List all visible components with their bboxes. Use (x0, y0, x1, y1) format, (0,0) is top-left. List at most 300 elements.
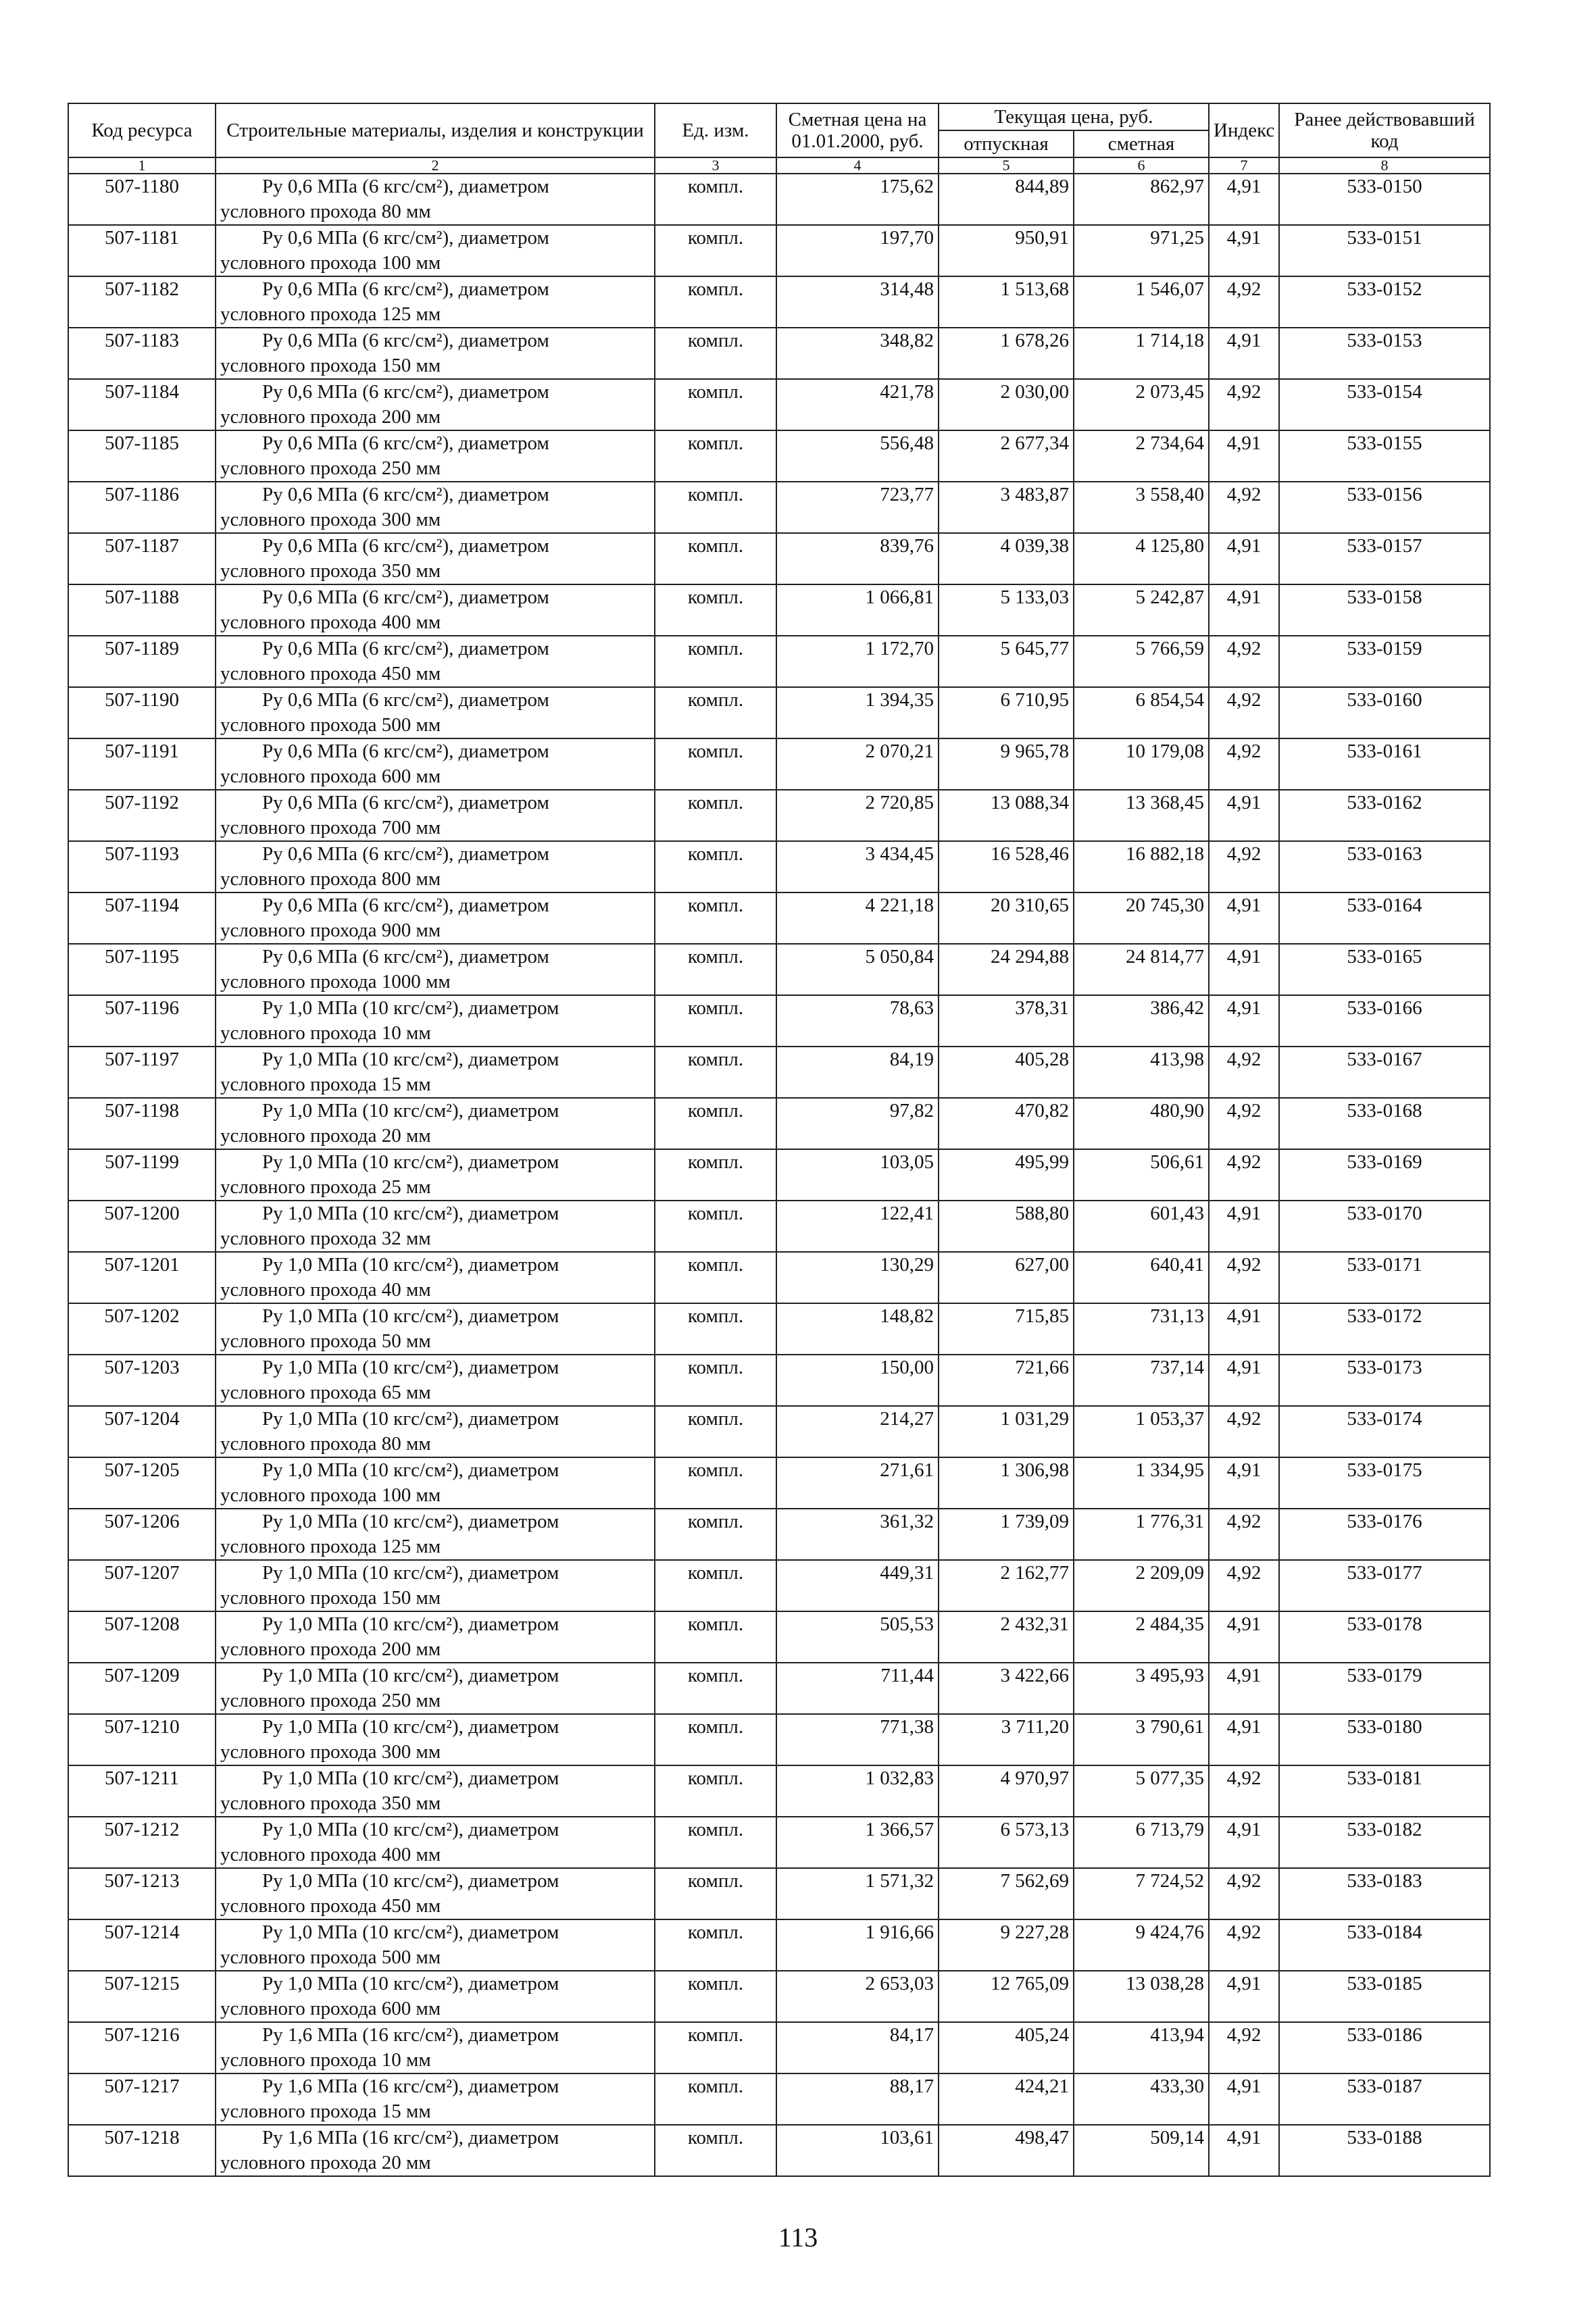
description-line-1: Ру 1,0 МПа (10 кгс/см²), диаметром (262, 1819, 559, 1840)
unit-of-measure: компл. (655, 1817, 776, 1868)
table-row (68, 1047, 1490, 1098)
header-code: Код ресурса (68, 103, 216, 157)
previous-code: 533-0156 (1279, 482, 1490, 533)
resource-code: 507-1186 (68, 482, 216, 533)
unit-of-measure: компл. (655, 1355, 776, 1406)
resource-code: 507-1211 (68, 1765, 216, 1817)
material-description (216, 1252, 655, 1303)
table-row (68, 276, 1490, 328)
release-price: 6 573,13 (939, 1817, 1074, 1868)
material-description (216, 1201, 655, 1252)
unit-of-measure: компл. (655, 379, 776, 430)
previous-code: 533-0155 (1279, 430, 1490, 482)
price-index: 4,91 (1209, 225, 1279, 276)
table-row (68, 738, 1490, 790)
unit-of-measure: компл. (655, 225, 776, 276)
material-description (216, 1149, 655, 1201)
unit-of-measure: компл. (655, 1406, 776, 1457)
previous-code: 533-0181 (1279, 1765, 1490, 1817)
estimate-price: 16 882,18 (1074, 841, 1209, 892)
material-description (216, 379, 655, 430)
table-row (68, 1355, 1490, 1406)
table-row (68, 1663, 1490, 1714)
base-price: 5 050,84 (776, 944, 939, 995)
material-description (216, 636, 655, 687)
material-description (216, 533, 655, 584)
table-row (68, 841, 1490, 892)
unit-of-measure: компл. (655, 790, 776, 841)
description-line-2: условного прохода 65 мм (220, 1382, 431, 1403)
header-unit: Ед. изм. (655, 103, 776, 157)
unit-of-measure: компл. (655, 1868, 776, 1919)
material-description (216, 482, 655, 533)
release-price: 2 432,31 (939, 1611, 1074, 1663)
description-line-2: условного прохода 15 мм (220, 2101, 431, 2122)
previous-code: 533-0163 (1279, 841, 1490, 892)
description-line-2: условного прохода 200 мм (220, 1638, 441, 1660)
table-row (68, 1457, 1490, 1509)
table-row (68, 2073, 1490, 2125)
price-index: 4,91 (1209, 790, 1279, 841)
base-price: 1 571,32 (776, 1868, 939, 1919)
price-index: 4,92 (1209, 1252, 1279, 1303)
description-line-1: Ру 1,0 МПа (10 кгс/см²), диаметром (262, 1921, 559, 1943)
previous-code: 533-0176 (1279, 1509, 1490, 1560)
material-description (216, 995, 655, 1047)
description-line-2: условного прохода 500 мм (220, 1946, 441, 1968)
previous-code: 533-0165 (1279, 944, 1490, 995)
price-index: 4,91 (1209, 1714, 1279, 1765)
estimate-price: 433,30 (1074, 2073, 1209, 2125)
description-line-1: Ру 0,6 МПа (6 кгс/см²), диаметром (262, 278, 549, 300)
unit-of-measure: компл. (655, 687, 776, 738)
description-line-2: условного прохода 10 мм (220, 1022, 431, 1044)
description-line-2: условного прохода 250 мм (220, 457, 441, 479)
estimate-price: 480,90 (1074, 1098, 1209, 1149)
material-description (216, 1611, 655, 1663)
description-line-1: Ру 1,0 МПа (10 кгс/см²), диаметром (262, 1613, 559, 1635)
description-line-2: условного прохода 80 мм (220, 201, 431, 222)
material-description (216, 2125, 655, 2176)
base-price: 1 916,66 (776, 1919, 939, 1971)
header-estimate-price: сметная (1074, 130, 1209, 157)
price-index: 4,92 (1209, 2022, 1279, 2073)
base-price: 2 720,85 (776, 790, 939, 841)
table-row (68, 687, 1490, 738)
table-row (68, 533, 1490, 584)
resource-code: 507-1183 (68, 328, 216, 379)
resource-code: 507-1208 (68, 1611, 216, 1663)
material-description (216, 892, 655, 944)
resource-code: 507-1190 (68, 687, 216, 738)
previous-code: 533-0185 (1279, 1971, 1490, 2022)
resource-code: 507-1206 (68, 1509, 216, 1560)
previous-code: 533-0158 (1279, 584, 1490, 636)
previous-code: 533-0188 (1279, 2125, 1490, 2176)
release-price: 16 528,46 (939, 841, 1074, 892)
description-line-1: Ру 0,6 МПа (6 кгс/см²), диаметром (262, 586, 549, 608)
resource-code: 507-1193 (68, 841, 216, 892)
estimate-price: 413,94 (1074, 2022, 1209, 2073)
previous-code: 533-0150 (1279, 174, 1490, 225)
price-index: 4,92 (1209, 1406, 1279, 1457)
release-price: 3 483,87 (939, 482, 1074, 533)
unit-of-measure: компл. (655, 1098, 776, 1149)
material-description (216, 276, 655, 328)
unit-of-measure: компл. (655, 482, 776, 533)
base-price: 4 221,18 (776, 892, 939, 944)
description-line-1: Ру 1,0 МПа (10 кгс/см²), диаметром (262, 997, 559, 1019)
resource-code: 507-1187 (68, 533, 216, 584)
base-price: 175,62 (776, 174, 939, 225)
resource-code: 507-1188 (68, 584, 216, 636)
release-price: 405,24 (939, 2022, 1074, 2073)
base-price: 771,38 (776, 1714, 939, 1765)
resource-code: 507-1196 (68, 995, 216, 1047)
resource-code: 507-1204 (68, 1406, 216, 1457)
base-price: 711,44 (776, 1663, 939, 1714)
previous-code: 533-0180 (1279, 1714, 1490, 1765)
previous-code: 533-0173 (1279, 1355, 1490, 1406)
table-row (68, 1252, 1490, 1303)
previous-code: 533-0184 (1279, 1919, 1490, 1971)
resource-code: 507-1199 (68, 1149, 216, 1201)
previous-code: 533-0154 (1279, 379, 1490, 430)
unit-of-measure: компл. (655, 892, 776, 944)
release-price: 715,85 (939, 1303, 1074, 1355)
unit-of-measure: компл. (655, 1201, 776, 1252)
release-price: 13 088,34 (939, 790, 1074, 841)
resource-code: 507-1203 (68, 1355, 216, 1406)
description-line-1: Ру 1,0 МПа (10 кгс/см²), диаметром (262, 1767, 559, 1789)
header-index: Индекс (1209, 103, 1279, 157)
base-price: 449,31 (776, 1560, 939, 1611)
table-row (68, 1149, 1490, 1201)
price-index: 4,91 (1209, 1355, 1279, 1406)
description-line-1: Ру 1,0 МПа (10 кгс/см²), диаметром (262, 1357, 559, 1378)
base-price: 3 434,45 (776, 841, 939, 892)
table-row (68, 1201, 1490, 1252)
table-header (68, 103, 1490, 174)
column-number: 8 (1279, 157, 1490, 174)
price-index: 4,92 (1209, 738, 1279, 790)
description-line-1: Ру 0,6 МПа (6 кгс/см²), диаметром (262, 740, 549, 762)
price-index: 4,92 (1209, 1560, 1279, 1611)
base-price: 78,63 (776, 995, 939, 1047)
price-index: 4,92 (1209, 1047, 1279, 1098)
description-line-1: Ру 1,0 МПа (10 кгс/см²), диаметром (262, 1305, 559, 1327)
price-index: 4,91 (1209, 944, 1279, 995)
resource-code: 507-1202 (68, 1303, 216, 1355)
description-line-1: Ру 0,6 МПа (6 кгс/см²), диаметром (262, 484, 549, 505)
material-description (216, 1663, 655, 1714)
resource-code: 507-1217 (68, 2073, 216, 2125)
description-line-2: условного прохода 600 мм (220, 765, 441, 787)
description-line-2: условного прохода 900 мм (220, 920, 441, 941)
estimate-price: 6 713,79 (1074, 1817, 1209, 1868)
column-number: 7 (1209, 157, 1279, 174)
price-index: 4,91 (1209, 1663, 1279, 1714)
estimate-price: 386,42 (1074, 995, 1209, 1047)
base-price: 556,48 (776, 430, 939, 482)
price-index: 4,92 (1209, 1098, 1279, 1149)
previous-code: 533-0152 (1279, 276, 1490, 328)
material-description (216, 1047, 655, 1098)
resource-code: 507-1201 (68, 1252, 216, 1303)
previous-code: 533-0157 (1279, 533, 1490, 584)
estimate-price: 10 179,08 (1074, 738, 1209, 790)
table-row (68, 1971, 1490, 2022)
description-line-1: Ру 0,6 МПа (6 кгс/см²), диаметром (262, 895, 549, 916)
estimate-price: 3 790,61 (1074, 1714, 1209, 1765)
release-price: 588,80 (939, 1201, 1074, 1252)
estimate-price: 737,14 (1074, 1355, 1209, 1406)
material-description (216, 790, 655, 841)
base-price: 88,17 (776, 2073, 939, 2125)
table-row (68, 328, 1490, 379)
release-price: 9 227,28 (939, 1919, 1074, 1971)
price-index: 4,91 (1209, 1201, 1279, 1252)
price-index: 4,92 (1209, 1149, 1279, 1201)
table-row (68, 2022, 1490, 2073)
release-price: 7 562,69 (939, 1868, 1074, 1919)
release-price: 950,91 (939, 225, 1074, 276)
description-line-2: условного прохода 300 мм (220, 1741, 441, 1763)
description-line-2: условного прохода 125 мм (220, 303, 441, 325)
material-description (216, 944, 655, 995)
release-price: 498,47 (939, 2125, 1074, 2176)
price-index: 4,91 (1209, 1457, 1279, 1509)
description-line-2: условного прохода 350 мм (220, 560, 441, 582)
estimate-price: 5 077,35 (1074, 1765, 1209, 1817)
material-description (216, 225, 655, 276)
previous-code: 533-0186 (1279, 2022, 1490, 2073)
resource-code: 507-1194 (68, 892, 216, 944)
estimate-price: 5 766,59 (1074, 636, 1209, 687)
previous-code: 533-0162 (1279, 790, 1490, 841)
material-description (216, 1817, 655, 1868)
resource-code: 507-1214 (68, 1919, 216, 1971)
unit-of-measure: компл. (655, 1303, 776, 1355)
unit-of-measure: компл. (655, 533, 776, 584)
release-price: 1 513,68 (939, 276, 1074, 328)
estimate-price: 20 745,30 (1074, 892, 1209, 944)
release-price: 3 711,20 (939, 1714, 1074, 1765)
release-price: 1 306,98 (939, 1457, 1074, 1509)
unit-of-measure: компл. (655, 1509, 776, 1560)
previous-code: 533-0174 (1279, 1406, 1490, 1457)
previous-code: 533-0167 (1279, 1047, 1490, 1098)
estimate-price: 7 724,52 (1074, 1868, 1209, 1919)
unit-of-measure: компл. (655, 430, 776, 482)
estimate-price: 2 484,35 (1074, 1611, 1209, 1663)
description-line-1: Ру 0,6 МПа (6 кгс/см²), диаметром (262, 689, 549, 711)
table-row (68, 2125, 1490, 2176)
base-price: 97,82 (776, 1098, 939, 1149)
column-number: 4 (776, 157, 939, 174)
base-price: 148,82 (776, 1303, 939, 1355)
estimate-price: 5 242,87 (1074, 584, 1209, 636)
base-price: 839,76 (776, 533, 939, 584)
resource-code: 507-1200 (68, 1201, 216, 1252)
resource-code: 507-1213 (68, 1868, 216, 1919)
description-line-1: Ру 1,0 МПа (10 кгс/см²), диаметром (262, 1511, 559, 1532)
previous-code: 533-0151 (1279, 225, 1490, 276)
release-price: 378,31 (939, 995, 1074, 1047)
base-price: 2 070,21 (776, 738, 939, 790)
release-price: 6 710,95 (939, 687, 1074, 738)
estimate-price: 13 038,28 (1074, 1971, 1209, 2022)
previous-code: 533-0168 (1279, 1098, 1490, 1149)
unit-of-measure: компл. (655, 1047, 776, 1098)
price-index: 4,92 (1209, 482, 1279, 533)
estimate-price: 9 424,76 (1074, 1919, 1209, 1971)
description-line-2: условного прохода 200 мм (220, 406, 441, 428)
previous-code: 533-0183 (1279, 1868, 1490, 1919)
resource-code: 507-1207 (68, 1560, 216, 1611)
table-row (68, 892, 1490, 944)
unit-of-measure: компл. (655, 1765, 776, 1817)
description-line-2: условного прохода 450 мм (220, 1895, 441, 1917)
material-description (216, 174, 655, 225)
resource-code: 507-1218 (68, 2125, 216, 2176)
price-index: 4,92 (1209, 379, 1279, 430)
price-index: 4,91 (1209, 533, 1279, 584)
base-price: 84,19 (776, 1047, 939, 1098)
unit-of-measure: компл. (655, 1252, 776, 1303)
previous-code: 533-0177 (1279, 1560, 1490, 1611)
column-number: 6 (1074, 157, 1209, 174)
resource-code: 507-1195 (68, 944, 216, 995)
material-description (216, 1765, 655, 1817)
description-line-2: условного прохода 20 мм (220, 1125, 431, 1147)
material-description (216, 328, 655, 379)
unit-of-measure: компл. (655, 738, 776, 790)
base-price: 197,70 (776, 225, 939, 276)
table-row (68, 1868, 1490, 1919)
table-row (68, 1303, 1490, 1355)
release-price: 9 965,78 (939, 738, 1074, 790)
resource-code: 507-1189 (68, 636, 216, 687)
estimate-price: 731,13 (1074, 1303, 1209, 1355)
column-number: 1 (68, 157, 216, 174)
previous-code: 533-0187 (1279, 2073, 1490, 2125)
description-line-2: условного прохода 100 мм (220, 252, 441, 274)
description-line-1: Ру 1,0 МПа (10 кгс/см²), диаметром (262, 1562, 559, 1584)
table-row (68, 584, 1490, 636)
description-line-1: Ру 1,0 МПа (10 кгс/см²), диаметром (262, 1151, 559, 1173)
price-index: 4,91 (1209, 430, 1279, 482)
description-line-1: Ру 1,0 МПа (10 кгс/см²), диаметром (262, 1870, 559, 1892)
header-name: Строительные материалы, изделия и конструкции (216, 103, 655, 157)
description-line-1: Ру 1,6 МПа (16 кгс/см²), диаметром (262, 2127, 559, 2148)
base-price: 1 366,57 (776, 1817, 939, 1868)
table-row (68, 1560, 1490, 1611)
description-line-1: Ру 0,6 МПа (6 кгс/см²), диаметром (262, 946, 549, 967)
estimate-price: 4 125,80 (1074, 533, 1209, 584)
material-description (216, 1355, 655, 1406)
base-price: 1 032,83 (776, 1765, 939, 1817)
table-row (68, 174, 1490, 225)
description-line-1: Ру 0,6 МПа (6 кгс/см²), диаметром (262, 176, 549, 197)
unit-of-measure: компл. (655, 1971, 776, 2022)
estimate-price: 862,97 (1074, 174, 1209, 225)
estimate-price: 509,14 (1074, 2125, 1209, 2176)
description-line-1: Ру 1,6 МПа (16 кгс/см²), диаметром (262, 2076, 559, 2097)
price-index: 4,91 (1209, 1611, 1279, 1663)
material-description (216, 1406, 655, 1457)
resource-code: 507-1215 (68, 1971, 216, 2022)
resource-code: 507-1182 (68, 276, 216, 328)
previous-code: 533-0161 (1279, 738, 1490, 790)
table-row (68, 995, 1490, 1047)
base-price: 130,29 (776, 1252, 939, 1303)
unit-of-measure: компл. (655, 1457, 776, 1509)
material-description (216, 841, 655, 892)
price-index: 4,92 (1209, 841, 1279, 892)
release-price: 1 739,09 (939, 1509, 1074, 1560)
column-number: 2 (216, 157, 655, 174)
description-line-2: условного прохода 250 мм (220, 1690, 441, 1711)
material-description (216, 1457, 655, 1509)
unit-of-measure: компл. (655, 2073, 776, 2125)
price-table-sheet (68, 103, 1489, 2177)
description-line-1: Ру 0,6 МПа (6 кгс/см²), диаметром (262, 792, 549, 813)
unit-of-measure: компл. (655, 584, 776, 636)
description-line-1: Ру 0,6 МПа (6 кгс/см²), диаметром (262, 381, 549, 403)
estimate-price: 3 495,93 (1074, 1663, 1209, 1714)
description-line-2: условного прохода 400 мм (220, 611, 441, 633)
table-row (68, 1919, 1490, 1971)
material-description (216, 1919, 655, 1971)
previous-code: 533-0178 (1279, 1611, 1490, 1663)
table-row (68, 482, 1490, 533)
table-row (68, 636, 1490, 687)
price-index: 4,92 (1209, 1765, 1279, 1817)
price-index: 4,92 (1209, 1868, 1279, 1919)
base-price: 348,82 (776, 328, 939, 379)
page-number: 113 (778, 2222, 818, 2253)
previous-code: 533-0160 (1279, 687, 1490, 738)
estimate-price: 601,43 (1074, 1201, 1209, 1252)
estimate-price: 24 814,77 (1074, 944, 1209, 995)
material-description (216, 1303, 655, 1355)
material-description (216, 430, 655, 482)
estimate-price: 6 854,54 (1074, 687, 1209, 738)
header-base-price: Сметная цена на 01.01.2000, руб. (776, 103, 939, 157)
column-number: 3 (655, 157, 776, 174)
material-description (216, 584, 655, 636)
price-index: 4,92 (1209, 1919, 1279, 1971)
description-line-1: Ру 1,0 МПа (10 кгс/см²), диаметром (262, 1203, 559, 1224)
description-line-2: условного прохода 300 мм (220, 509, 441, 530)
description-line-1: Ру 1,0 МПа (10 кгс/см²), диаметром (262, 1459, 559, 1481)
table-row (68, 1509, 1490, 1560)
description-line-2: условного прохода 100 мм (220, 1484, 441, 1506)
description-line-2: условного прохода 20 мм (220, 2152, 431, 2173)
release-price: 2 030,00 (939, 379, 1074, 430)
price-index: 4,91 (1209, 584, 1279, 636)
estimate-price: 640,41 (1074, 1252, 1209, 1303)
table-body (68, 174, 1490, 2176)
unit-of-measure: компл. (655, 1149, 776, 1201)
unit-of-measure: компл. (655, 1560, 776, 1611)
release-price: 424,21 (939, 2073, 1074, 2125)
base-price: 214,27 (776, 1406, 939, 1457)
column-number: 5 (939, 157, 1074, 174)
unit-of-measure: компл. (655, 944, 776, 995)
material-description (216, 1560, 655, 1611)
